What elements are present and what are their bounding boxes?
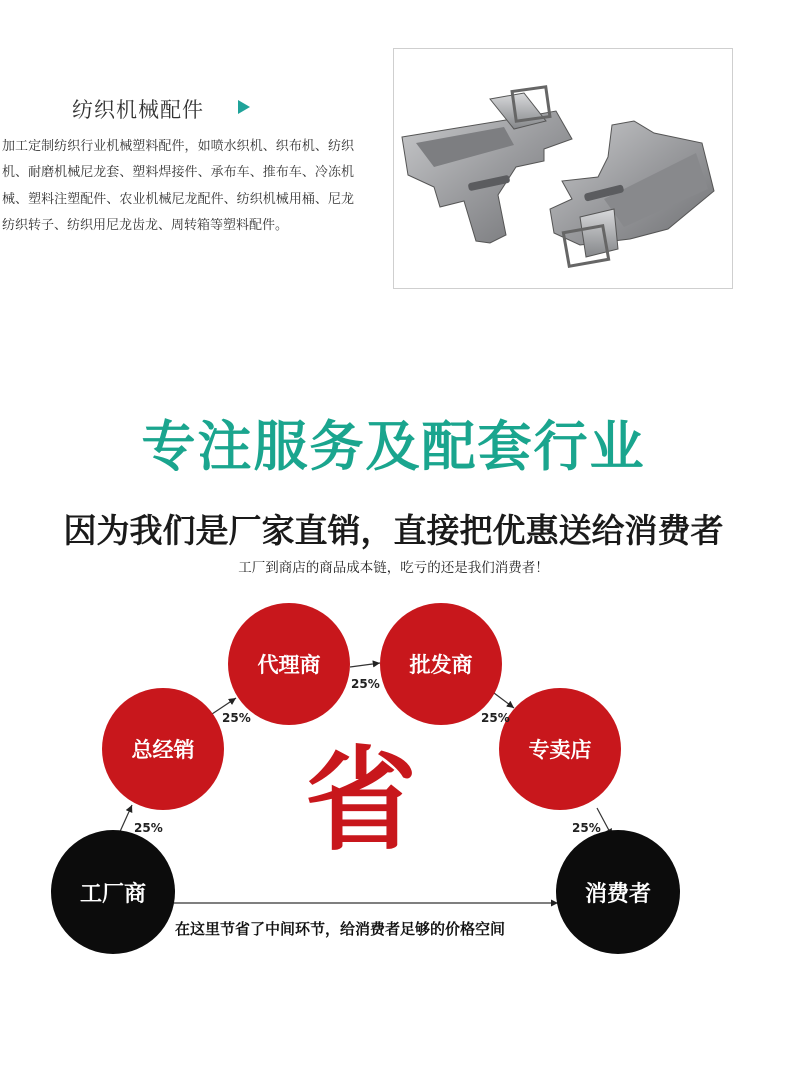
save-character: 省 bbox=[305, 736, 417, 866]
node-wholesaler: 批发商 bbox=[380, 603, 502, 725]
cost-chain-note: 工厂到商店的商品成本链，吃亏的还是我们消费者！ bbox=[238, 560, 549, 576]
percent-label: 25% bbox=[351, 677, 380, 691]
percent-label: 25% bbox=[222, 711, 251, 725]
arrow-agent-wholesaler bbox=[350, 663, 380, 667]
product-description: 加工定制纺织行业机械塑料配件，如喷水织机、织布机、纺织机、耐磨机械尼龙套、塑料焊接件、承布车、推布车、冷冻机械、塑料注塑配件、农业机械尼龙配件、纺织机械用桶、尼龙纺织转子、纺织用尼龙齿龙、周转箱等塑料配件。 bbox=[2, 139, 354, 234]
node-general-agent: 总经销 bbox=[102, 688, 224, 810]
node-agent: 代理商 bbox=[228, 603, 350, 725]
percent-label: 25% bbox=[481, 711, 510, 725]
node-store: 专卖店 bbox=[499, 688, 621, 810]
node-factory: 工厂商 bbox=[51, 830, 175, 954]
percent-label: 25% bbox=[134, 821, 163, 835]
arrow-wholesaler-store bbox=[494, 693, 514, 708]
percent-label: 25% bbox=[572, 821, 601, 835]
node-consumer: 消费者 bbox=[556, 830, 680, 954]
sub-heading: 因为我们是厂家直销，直接把优惠送给消费者 bbox=[63, 511, 724, 550]
section-title: 纺织机械配件 bbox=[72, 98, 204, 122]
savings-caption: 在这里节省了中间环节，给消费者足够的价格空间 bbox=[175, 920, 506, 938]
main-heading: 专注服务及配套行业 bbox=[141, 415, 646, 478]
